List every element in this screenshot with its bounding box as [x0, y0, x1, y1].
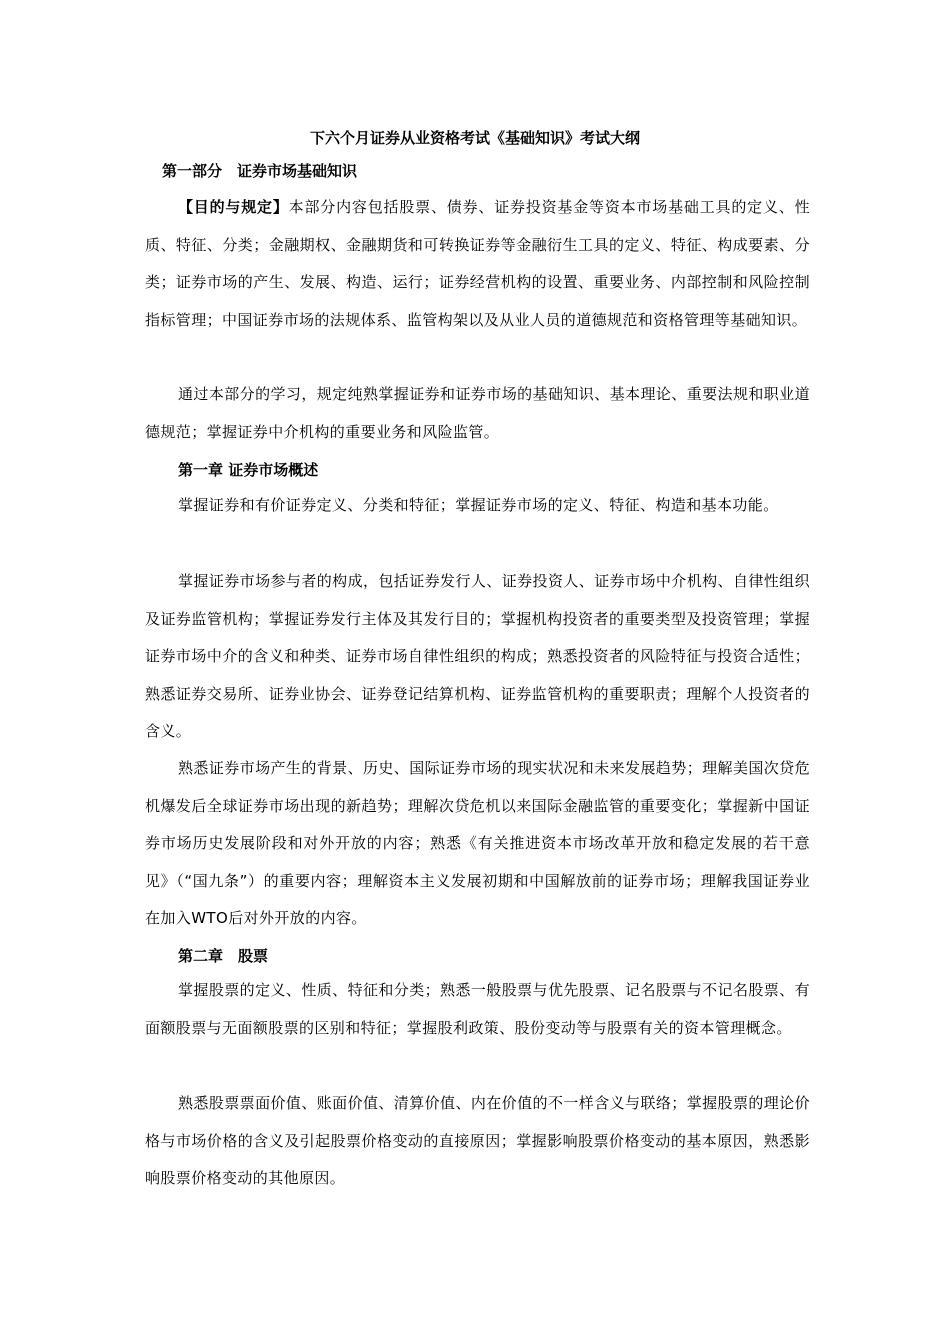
chapter-2-heading: 第二章 股票: [178, 947, 269, 965]
chapter-1-heading: 第一章 证券市场概述: [178, 461, 319, 479]
part-intro-text: 本部分内容包括股票、债券、证券投资基金等资本市场基础工具的定义、性质、特征、分类；金融期权、金融期货和可转换证券等金融衍生工具的定义、特征、构成要素、分类；证券市场的产生、发展、构造、运行；证券经营机构的设置、重要业务、内部控制和风险控制指标管理；中国证券市场的法规体系、监管构架以及从业人员的道德规范和资格管理等基础知识。: [145, 198, 810, 329]
part-intro-lead: 【目的与规定】: [178, 198, 289, 216]
chapter-1-paragraph-2: 掌握证券市场参与者的构成，包括证券发行人、证券投资人、证券市场中介机构、自律性组织及证券监管机构；掌握证券发行主体及其发行目的；掌握机构投资者的重要类型及投资管理；掌握证券市场中介的含义和种类、证券市场自律性组织的构成；熟悉投资者的风险特征与投资合适性；熟悉证券交易所、证券业协会、证券登记结算机构、证券监管机构的重要职责；理解个人投资者的含义。: [145, 572, 810, 740]
chapter-1-paragraph-1: 掌握证券和有价证券定义、分类和特征；掌握证券市场的定义、特征、构造和基本功能。: [178, 496, 779, 514]
chapter-2-paragraph-2: 熟悉股票票面价值、账面价值、清算价值、内在价值的不一样含义与联络；掌握股票的理论价格与市场价格的含义及引起股票价格变动的直接原因；掌握影响股票价格变动的基本原因，熟悉影响股票价格变动的其他原因。: [145, 1094, 810, 1187]
part-goal-paragraph: 通过本部分的学习，规定纯熟掌握证券和证券市场的基础知识、基本理论、重要法规和职业道德规范；掌握证券中介机构的重要业务和风险监管。: [145, 385, 810, 441]
part-heading: 第一部分 证券市场基础知识: [162, 162, 358, 180]
document-title: 下六个月证券从业资格考试《基础知识》考试大纲: [309, 129, 640, 147]
chapter-2-paragraph-1: 掌握股票的定义、性质、特征和分类；熟悉一般股票与优先股票、记名股票与不记名股票、有面额股票与无面额股票的区别和特征；掌握股利政策、股份变动等与股票有关的资本管理概念。: [145, 981, 810, 1037]
chapter-1-paragraph-3: 熟悉证券市场产生的背景、历史、国际证券市场的现实状况和未来发展趋势；理解美国次贷危机爆发后全球证券市场出现的新趋势；理解次贷危机以来国际金融监管的重要变化；掌握新中国证券市场历史发展阶段和对外开放的内容；熟悉《有关推进资本市场改革开放和稳定发展的若干意见》（“国九条”）的重要内容；理解资本主义发展初期和中国解放前的证券市场；理解我国证券业在加入WTO后对外开放的内容。: [145, 759, 810, 927]
part-intro-paragraph: [145, 189, 810, 339]
